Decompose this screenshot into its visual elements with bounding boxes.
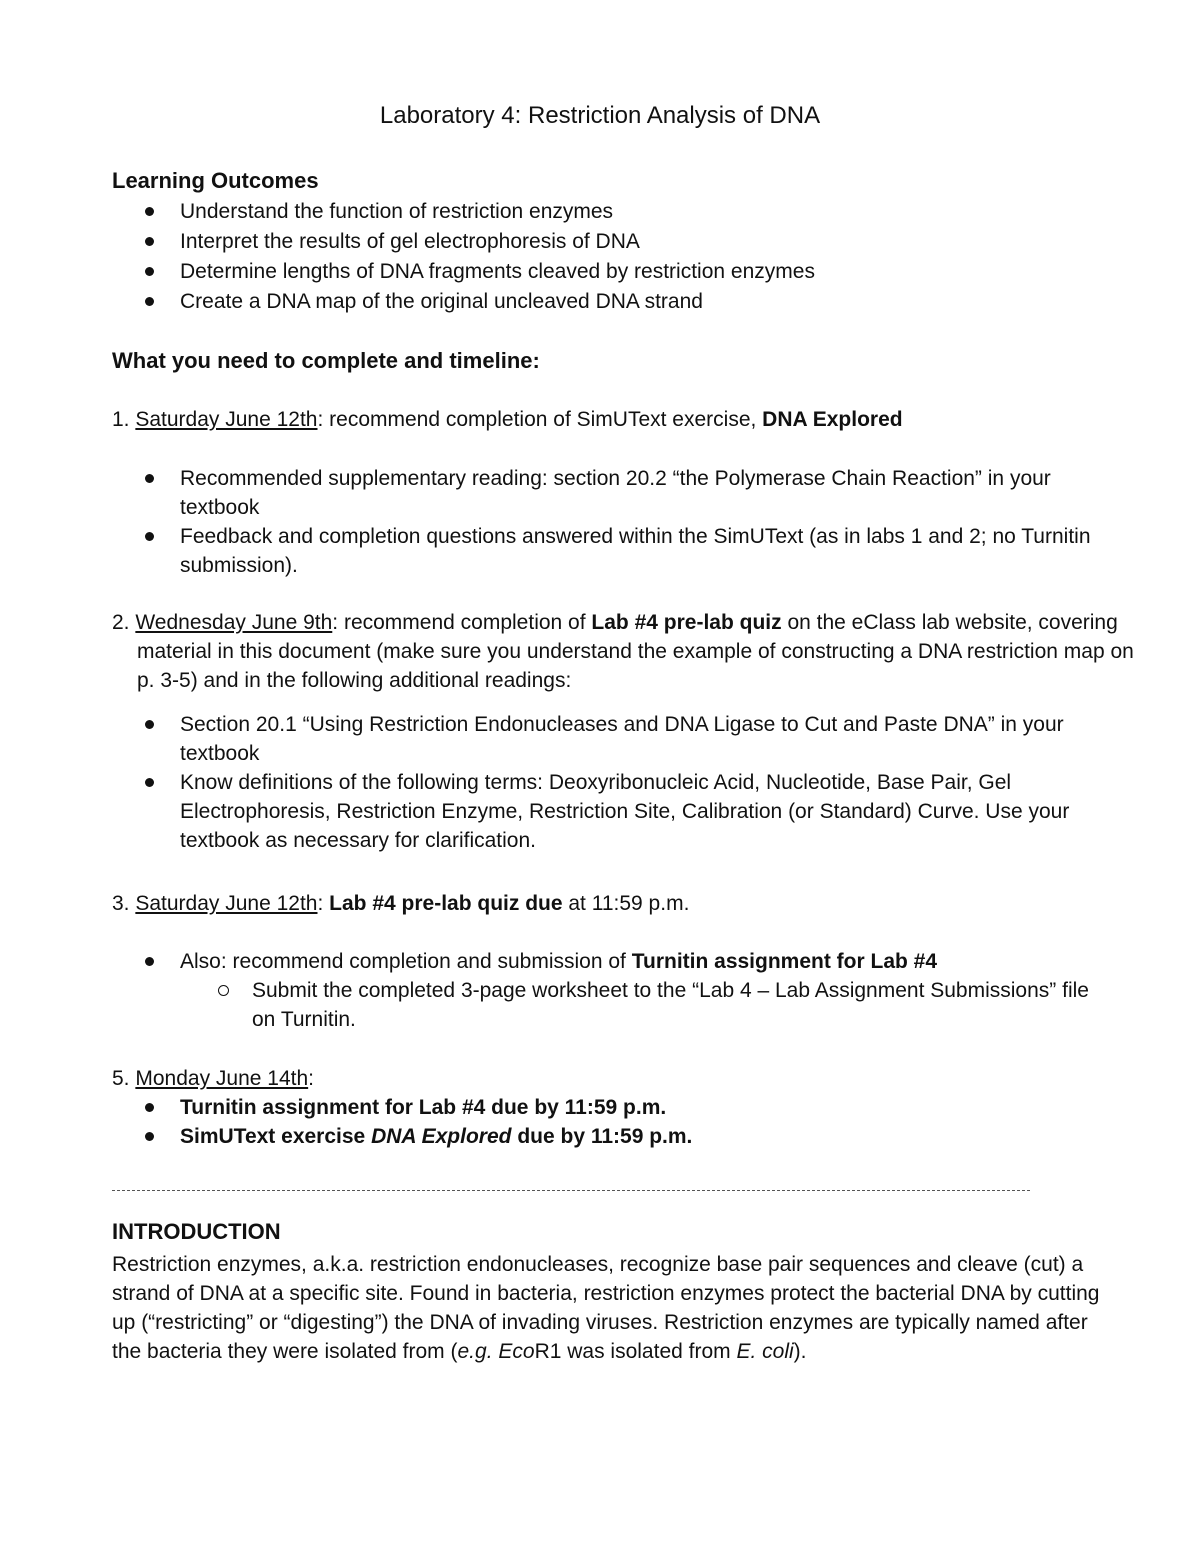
- step-date: Monday June 14th: [135, 1067, 309, 1090]
- step-2-bullets: [112, 710, 1112, 855]
- list-item: Recommended supplementary reading: section 20.2 “the Polymerase Chain Reaction” in your textbook: [112, 464, 1112, 522]
- list-item: Section 20.1 “Using Restriction Endonucleases and DNA Ligase to Cut and Paste DNA” in your textbook: [112, 710, 1112, 768]
- intro-ecoli: E. coli: [736, 1340, 794, 1363]
- intro-text-c: ).: [793, 1340, 807, 1363]
- step-1: [112, 405, 1137, 434]
- list-item: Create a DNA map of the original uncleaved DNA strand: [112, 287, 1112, 317]
- intro-text: Restriction enzymes, a.k.a. restriction endonucleases, recognize base pair sequences and cleave (cut) a strand of DNA at a specific site. Found in bacteria, restriction enzymes protect the bacterial DNA by cutting up (“restricting” or “digesting”) the DNA of invading viruses. Restriction enzymes are typically named after the bacteria they were isolated from (: [112, 1253, 1100, 1363]
- step-date: Saturday June 12th: [135, 408, 318, 431]
- step-date: Saturday June 12th: [135, 892, 318, 915]
- step-text-continued: on the eClass lab website, covering material in this document (make sure you understand the example of constructing a DNA restriction map on p. 3-5) and in the following additional readings:: [137, 611, 1134, 692]
- introduction-heading: INTRODUCTION: [112, 1219, 281, 1244]
- bullet-text: SimUText exercise: [180, 1125, 372, 1148]
- list-item: [112, 947, 1112, 976]
- intro-text-b: R1 was isolated from: [534, 1340, 737, 1363]
- step-number: 2.: [112, 611, 136, 634]
- bullet-bold-text: Turnitin assignment for Lab #4: [631, 950, 938, 973]
- bullet-text-end: due by 11:59 p.m.: [511, 1125, 693, 1148]
- step-1-bullets: [112, 464, 1112, 580]
- step-3-sub-bullets: [112, 976, 1112, 1034]
- intro-eco: Eco: [498, 1340, 535, 1363]
- step-text: : recommend completion of SimUText exercise,: [317, 408, 763, 431]
- sub-list-item: Submit the completed 3-page worksheet to the “Lab 4 – Lab Assignment Submissions” file on Turnitin.: [112, 976, 1112, 1034]
- step-bold-text: DNA Explored: [762, 408, 903, 431]
- step-3-bullets: [112, 947, 1112, 976]
- list-item: Turnitin assignment for Lab #4 due by 11:59 p.m.: [112, 1093, 1112, 1122]
- step-text: at 11:59 p.m.: [562, 892, 690, 915]
- list-item: Know definitions of the following terms: Deoxyribonucleic Acid, Nucleotide, Base Pair, Gel Electrophoresis, Restriction Enzyme, Restriction Site, Calibration (or Standard) Curve. Use your textbook as necessary for clarification.: [112, 768, 1112, 855]
- step-3: [112, 889, 1137, 918]
- step-2: [112, 608, 1137, 695]
- section-divider: [112, 1190, 1030, 1191]
- step-colon: :: [317, 892, 330, 915]
- intro-eg: e.g.: [457, 1340, 493, 1363]
- step-bold-text: Lab #4 pre-lab quiz due: [329, 892, 563, 915]
- step-number: 1.: [112, 408, 136, 431]
- learning-outcomes-section: [112, 166, 1112, 317]
- learning-outcomes-list: [112, 197, 1112, 317]
- learning-outcomes-heading: Learning Outcomes: [112, 168, 319, 193]
- step-date: Wednesday June 9th: [135, 611, 333, 634]
- timeline-heading: What you need to complete and timeline:: [112, 348, 540, 373]
- step-bold-text: Lab #4 pre-lab quiz: [591, 611, 782, 634]
- step-number: 3.: [112, 892, 136, 915]
- introduction-paragraph: [112, 1250, 1112, 1366]
- list-item: [112, 1122, 1112, 1151]
- step-number: 5.: [112, 1067, 136, 1090]
- page-title: Laboratory 4: Restriction Analysis of DNA: [379, 102, 821, 129]
- step-text: : recommend completion of: [332, 611, 592, 634]
- list-item: Determine lengths of DNA fragments cleaved by restriction enzymes: [112, 257, 1112, 287]
- step-5-bullets: [112, 1093, 1112, 1151]
- list-item: Understand the function of restriction enzymes: [112, 197, 1112, 227]
- bullet-italic-text: DNA Explored: [371, 1125, 512, 1148]
- step-5: [112, 1064, 1137, 1093]
- bullet-text: Also: recommend completion and submission of: [180, 950, 632, 973]
- step-colon: :: [308, 1067, 314, 1090]
- list-item: Interpret the results of gel electrophoresis of DNA: [112, 227, 1112, 257]
- list-item: Feedback and completion questions answered within the SimUText (as in labs 1 and 2; no Turnitin submission).: [112, 522, 1112, 580]
